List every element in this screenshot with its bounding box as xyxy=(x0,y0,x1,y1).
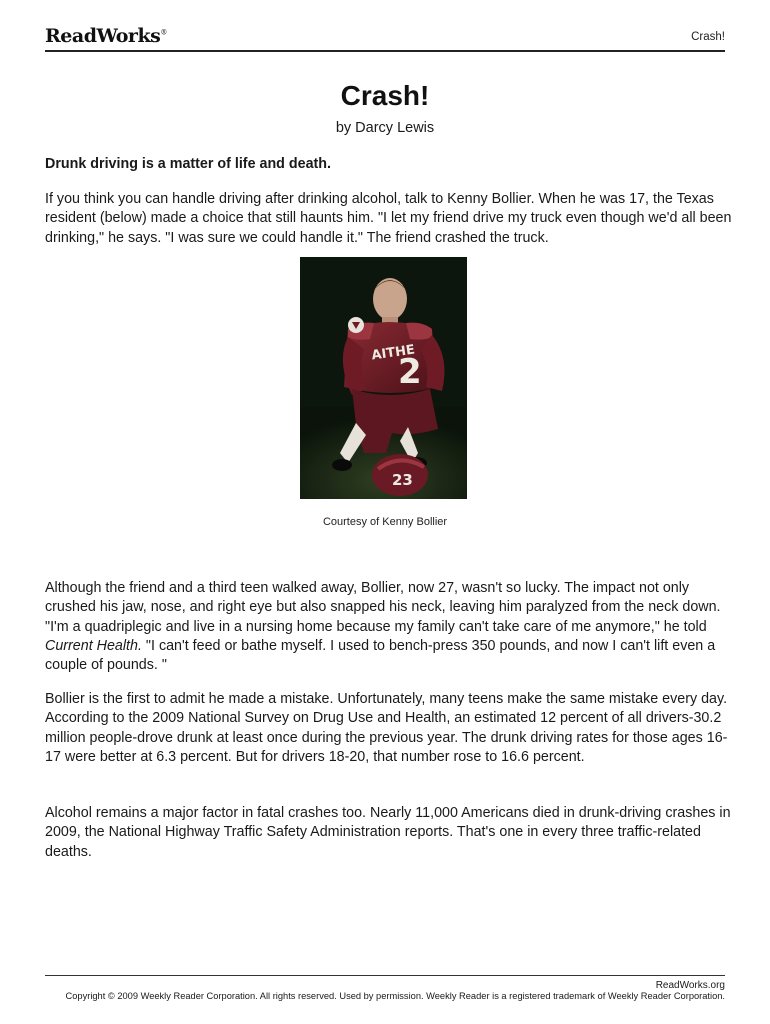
article-paragraph-3: Bollier is the first to admit he made a mistake. Unfortunately, many teens make the same mistake every day. According to the 2009 National Survey on Drug Use and Health, an estimated 12 percent of all drivers-30.2 million people-drove drunk at least once during the previous year. The drunk driving rates for those ages 16-17 were better at 6.3 percent. But for drivers 18-20, that number rose to 16.6 percent. xyxy=(45,691,728,765)
article-lede: Drunk driving is a matter of life and death. xyxy=(45,156,331,172)
readworks-logo: ReadWorks® xyxy=(45,25,167,47)
article-paragraph-4: Alcohol remains a major factor in fatal crashes too. Nearly 11,000 Americans died in drunk-driving crashes in 2009, the National Highway Traffic Safety Administration reports. That's one in every three traffic-related deaths. xyxy=(45,805,731,860)
article-byline: by Darcy Lewis xyxy=(335,120,435,136)
article-title: Crash! xyxy=(340,80,430,111)
svg-text:2: 2 xyxy=(398,352,422,392)
footer-site[interactable]: ReadWorks.org xyxy=(655,980,725,991)
running-title: Crash! xyxy=(691,31,725,43)
publication-name: Current Health. xyxy=(45,637,142,654)
footer-divider xyxy=(45,975,725,976)
football-player-photo xyxy=(300,257,467,499)
jersey-lettering: AITHE xyxy=(370,342,416,364)
page-header xyxy=(45,22,725,52)
footer-copyright: Copyright © 2009 Weekly Reader Corporation. All rights reserved. Used by permission. Weekly Reader is a registered trademark of Weekly Reader Corporation. xyxy=(65,991,725,1001)
photo-caption: Courtesy of Kenny Bollier xyxy=(322,516,448,528)
article-paragraph-1: If you think you can handle driving after drinking alcohol, talk to Kenny Bollier. When he was 17, the Texas resident (below) made a choice that still haunts him. "I let my friend drive my truck even though we'd all been drinking," he says. "I was sure we could handle it." The friend crashed the truck. xyxy=(45,191,732,246)
helmet-number: 23 xyxy=(392,471,413,489)
article-paragraph-2: Although the friend and a third teen walked away, Bollier, now 27, wasn't so lucky. The impact not only crushed his jaw, nose, and right eye but also snapped his neck, leaving him paralyzed from the neck down. "I'm a quadriplegic and live in a nursing home because my family can't take care of me anymore," he told Current Health. "I can't feed or bathe myself. I used to bench-press 350 pounds, and now I can't lift even a couple of pounds. " xyxy=(45,580,721,674)
